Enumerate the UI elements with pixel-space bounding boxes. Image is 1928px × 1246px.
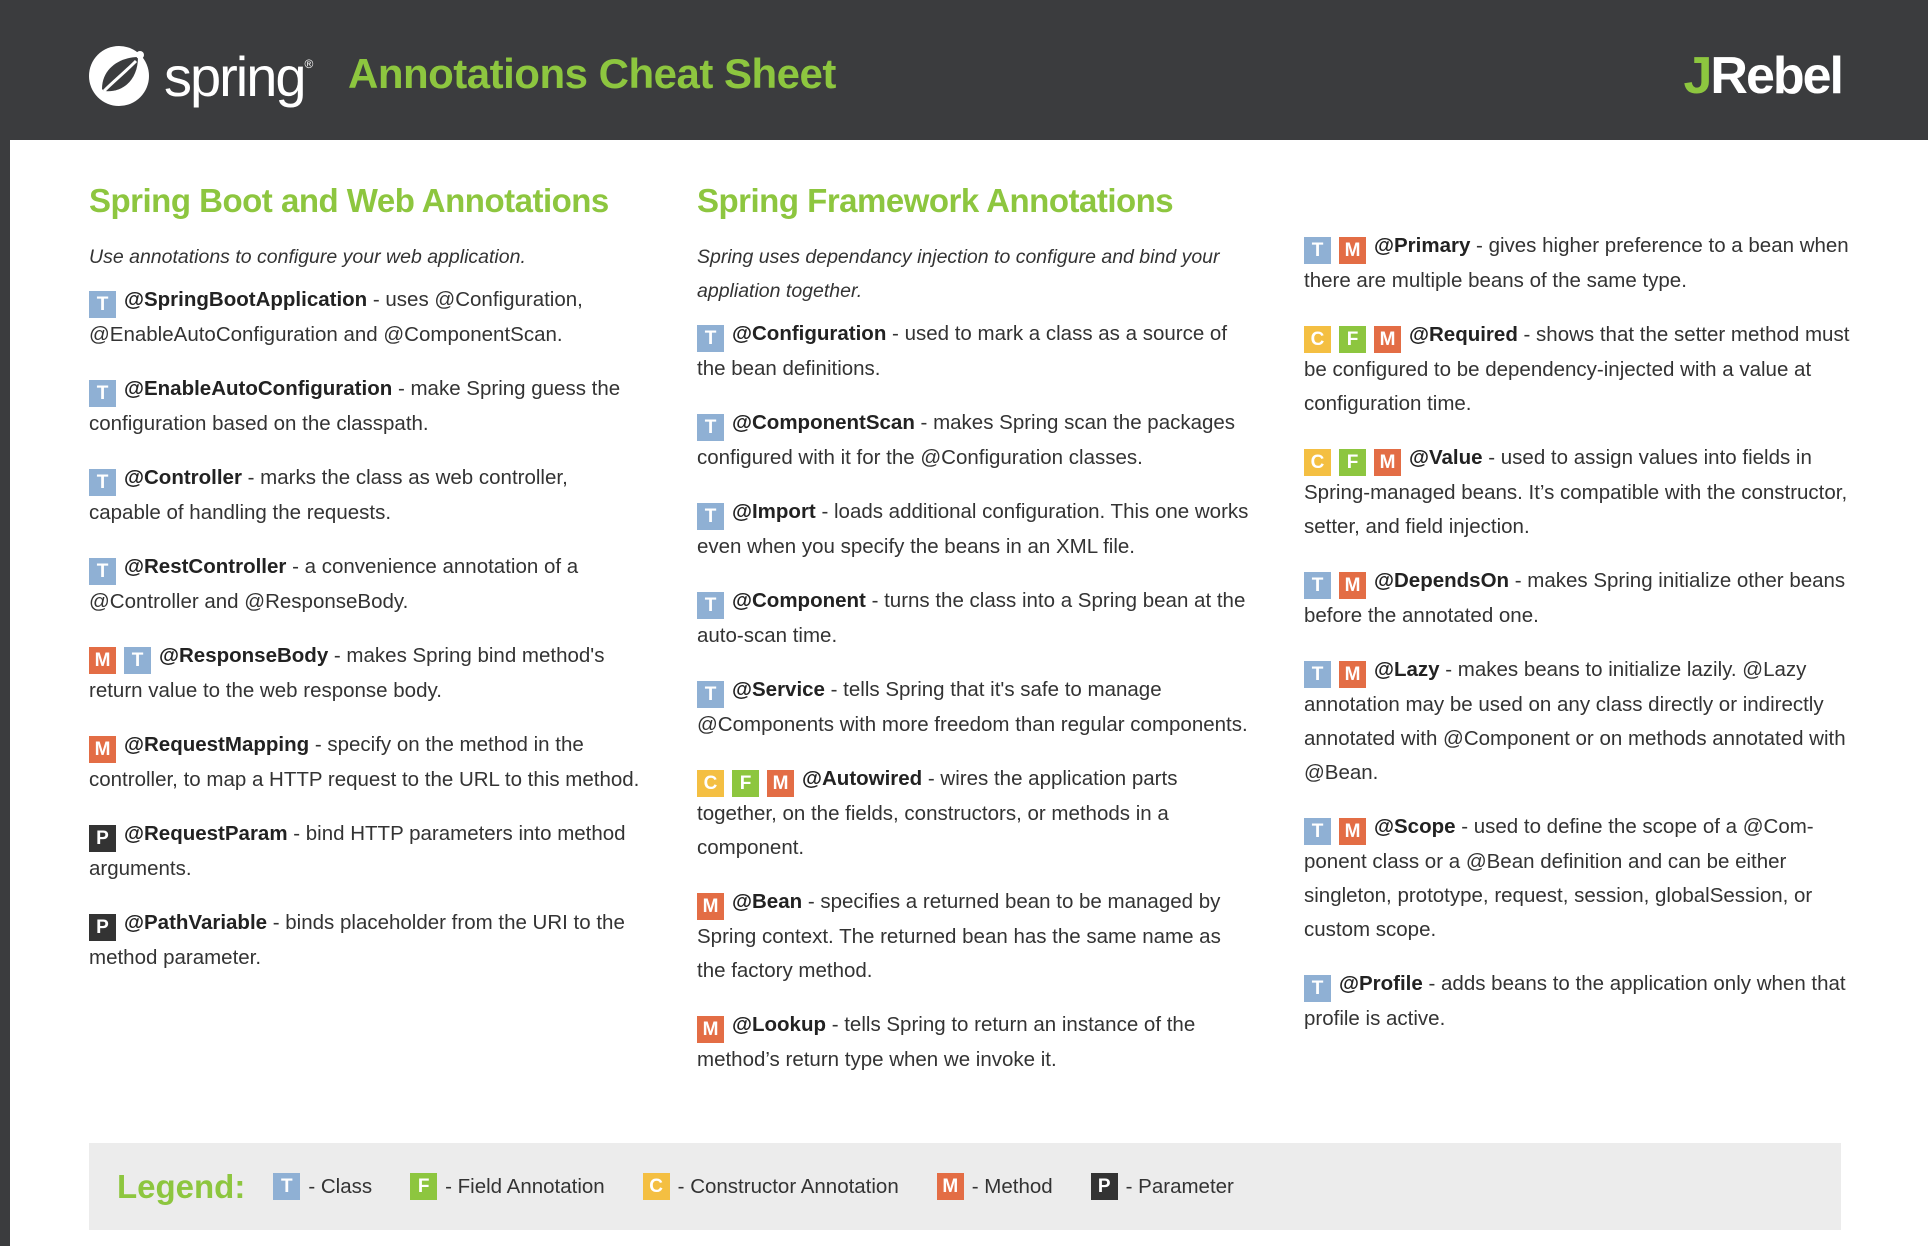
legend-label: - Method [971, 1174, 1053, 1198]
jrebel-logo-j: J [1683, 47, 1711, 105]
column-framework [697, 180, 1252, 1097]
class-badge: T [697, 681, 724, 708]
annotation-description: - specify on the method in the controller, to map a HTTP request to the URL to this method. [89, 733, 640, 791]
class-badge: T [1304, 237, 1331, 264]
annotation-name: @Scope [1374, 815, 1456, 838]
annotation-description: - makes Spring initialize other beans before the annotated one. [1304, 569, 1846, 627]
column-boot-web [89, 180, 644, 995]
annotation-name: @Autowired [802, 767, 923, 790]
class-badge: T [89, 291, 116, 318]
class-badge: T [697, 414, 724, 441]
method-badge: M [937, 1173, 964, 1200]
annotation-entry [89, 817, 644, 886]
entry-list [697, 317, 1252, 1077]
class-badge: T [697, 592, 724, 619]
annotation-name: @SpringBootApplication [124, 288, 368, 311]
annotation-name: @Bean [732, 890, 803, 913]
annotation-entry [697, 495, 1252, 564]
annotation-name: @RequestMapping [124, 733, 310, 756]
jrebel-logo [1683, 46, 1842, 106]
parameter-badge: P [89, 914, 116, 941]
spring-wordmark: spring [164, 44, 305, 108]
constructor-badge: C [643, 1173, 670, 1200]
annotation-entry [89, 461, 644, 530]
annotation-description: - used to mark a class as a source of the bean definitions. [697, 322, 1228, 380]
annotation-name: @Required [1409, 323, 1518, 346]
annotation-name: @DependsOn [1374, 569, 1510, 592]
annotation-description: - loads additional configuration. This one works even when you specify the beans in an XML file. [697, 500, 1249, 558]
annotation-entry [89, 283, 644, 352]
annotation-description: - wires the application parts together, on the fields, constructors, or methods in a component. [697, 767, 1178, 859]
constructor-badge: C [1304, 326, 1331, 353]
annotation-name: @Service [732, 678, 825, 701]
legend-item [1091, 1173, 1234, 1200]
annotation-name: @Controller [124, 466, 242, 489]
section-heading: Spring Framework Annotations [697, 182, 1174, 219]
annotation-name: @EnableAutoConfiguration [124, 377, 393, 400]
annotation-name: @Primary [1374, 234, 1471, 257]
legend-label: - Class [308, 1174, 373, 1198]
annotation-name: @Profile [1339, 972, 1423, 995]
section-intro: Spring uses dependancy injection to configure and bind your appliation together. [697, 246, 1220, 302]
annotation-entry [1304, 229, 1859, 298]
page-title: Annotations Cheat Sheet [348, 50, 836, 97]
class-badge: T [89, 469, 116, 496]
annotation-description: - used to assign values into fields in Spring-managed beans. It’s compatible with the constructor, setter, and field injection. [1304, 446, 1848, 538]
column-framework-continued [1304, 229, 1859, 1056]
annotation-entry [697, 885, 1252, 988]
legend-item [643, 1173, 899, 1200]
parameter-badge: P [1091, 1173, 1118, 1200]
annotation-entry [697, 317, 1252, 386]
legend-label: - Field Annotation [445, 1174, 605, 1198]
method-badge: M [767, 770, 794, 797]
method-badge: M [697, 1016, 724, 1043]
method-badge: M [1339, 237, 1366, 264]
annotation-description: - makes Spring bind method's return value to the web response body. [89, 644, 605, 702]
annotation-entry [1304, 564, 1859, 633]
method-badge: M [1339, 818, 1366, 845]
class-badge: T [697, 325, 724, 352]
legend-item [410, 1173, 605, 1200]
legend-title: Legend: [117, 1167, 246, 1205]
constructor-badge: C [697, 770, 724, 797]
annotation-name: @ComponentScan [732, 411, 915, 434]
annotation-description: - makes beans to initialize lazily. @Lazy annotation may be used on any class directly or indirectly annotated with @Component or on methods annotated with @Bean. [1304, 658, 1846, 784]
method-badge: M [89, 736, 116, 763]
annotation-entry [89, 372, 644, 441]
annotation-entry [697, 1008, 1252, 1077]
class-badge: T [89, 558, 116, 585]
annotation-entry [697, 406, 1252, 475]
class-badge: T [697, 503, 724, 530]
annotation-entry [89, 728, 644, 797]
class-badge: T [1304, 572, 1331, 599]
legend-item [273, 1173, 372, 1200]
annotation-description: - gives higher preference to a bean when there are multiple beans of the same type. [1304, 234, 1849, 292]
annotation-entry [697, 673, 1252, 742]
annotation-description: - uses @Configuration, @EnableAutoConfiguration and @ComponentScan. [89, 288, 583, 346]
annotation-description: - specifies a returned bean to be managed by Spring context. The returned bean has the same name as the factory method. [697, 890, 1221, 982]
field-badge: F [410, 1173, 437, 1200]
annotation-description: - used to define the scope of a @Com-ponent class or a @Bean definition and can be either singleton, prototype, request, session, globalSession, or custom scope. [1304, 815, 1814, 941]
class-badge: T [1304, 661, 1331, 688]
annotation-entry [697, 584, 1252, 653]
spring-logo [88, 44, 313, 108]
class-badge: T [89, 380, 116, 407]
annotation-name: @Lookup [732, 1013, 827, 1036]
method-badge: M [1374, 326, 1401, 353]
class-badge: T [1304, 818, 1331, 845]
entry-list [1304, 229, 1859, 1036]
section-heading: Spring Boot and Web Annotations [89, 182, 609, 219]
annotation-entry [1304, 810, 1859, 947]
annotation-entry [89, 550, 644, 619]
annotation-entry [89, 639, 644, 708]
annotation-name: @Lazy [1374, 658, 1440, 681]
header [0, 0, 1928, 140]
annotation-name: @Value [1409, 446, 1483, 469]
annotation-entry [1304, 318, 1859, 421]
annotation-description: - shows that the setter method must be configured to be dependency-injected with a value at configuration time. [1304, 323, 1850, 415]
annotation-entry [1304, 653, 1859, 790]
annotation-description: - marks the class as web controller, capable of handling the requests. [89, 466, 568, 524]
annotation-description: - adds beans to the application only when that profile is active. [1304, 972, 1846, 1030]
legend [89, 1143, 1841, 1230]
annotation-entry [1304, 441, 1859, 544]
method-badge: M [1339, 661, 1366, 688]
method-badge: M [697, 893, 724, 920]
class-badge: T [124, 647, 151, 674]
spring-leaf-icon [88, 45, 150, 107]
constructor-badge: C [1304, 449, 1331, 476]
cheat-sheet-body [10, 140, 1928, 1246]
annotation-description: - tells Spring that it's safe to manage @Components with more freedom than regular components. [697, 678, 1248, 736]
annotation-name: @Import [732, 500, 816, 523]
annotation-description: - turns the class into a Spring bean at the auto-scan time. [697, 589, 1246, 647]
annotation-description: - binds placeholder from the URI to the method parameter. [89, 911, 625, 969]
legend-label: - Parameter [1125, 1174, 1234, 1198]
annotation-description: - a convenience annotation of a @Controller and @ResponseBody. [89, 555, 579, 613]
annotation-entry [697, 762, 1252, 865]
registered-mark: ® [304, 57, 314, 71]
annotation-name: @RestController [124, 555, 287, 578]
method-badge: M [89, 647, 116, 674]
section-intro: Use annotations to configure your web application. [89, 246, 526, 268]
legend-label: - Constructor Annotation [677, 1174, 899, 1198]
annotation-entry [1304, 967, 1859, 1036]
annotation-name: @Component [732, 589, 866, 612]
annotation-name: @ResponseBody [159, 644, 329, 667]
annotation-name: @PathVariable [124, 911, 268, 934]
field-badge: F [1339, 449, 1366, 476]
annotation-description: - make Spring guess the configuration based on the classpath. [89, 377, 621, 435]
class-badge: T [273, 1173, 300, 1200]
annotation-name: @RequestParam [124, 822, 288, 845]
method-badge: M [1339, 572, 1366, 599]
entry-list [89, 283, 644, 975]
class-badge: T [1304, 975, 1331, 1002]
annotation-description: - tells Spring to return an instance of the method’s return type when we invoke it. [697, 1013, 1196, 1071]
annotation-description: - bind HTTP parameters into method arguments. [89, 822, 626, 880]
field-badge: F [1339, 326, 1366, 353]
annotation-description: - makes Spring scan the packages configured with it for the @Configuration classes. [697, 411, 1236, 469]
legend-item [937, 1173, 1053, 1200]
parameter-badge: P [89, 825, 116, 852]
annotation-name: @Configuration [732, 322, 887, 345]
field-badge: F [732, 770, 759, 797]
method-badge: M [1374, 449, 1401, 476]
legend-items [273, 1173, 1272, 1200]
annotation-entry [89, 906, 644, 975]
jrebel-logo-rebel: Rebel [1710, 47, 1842, 105]
